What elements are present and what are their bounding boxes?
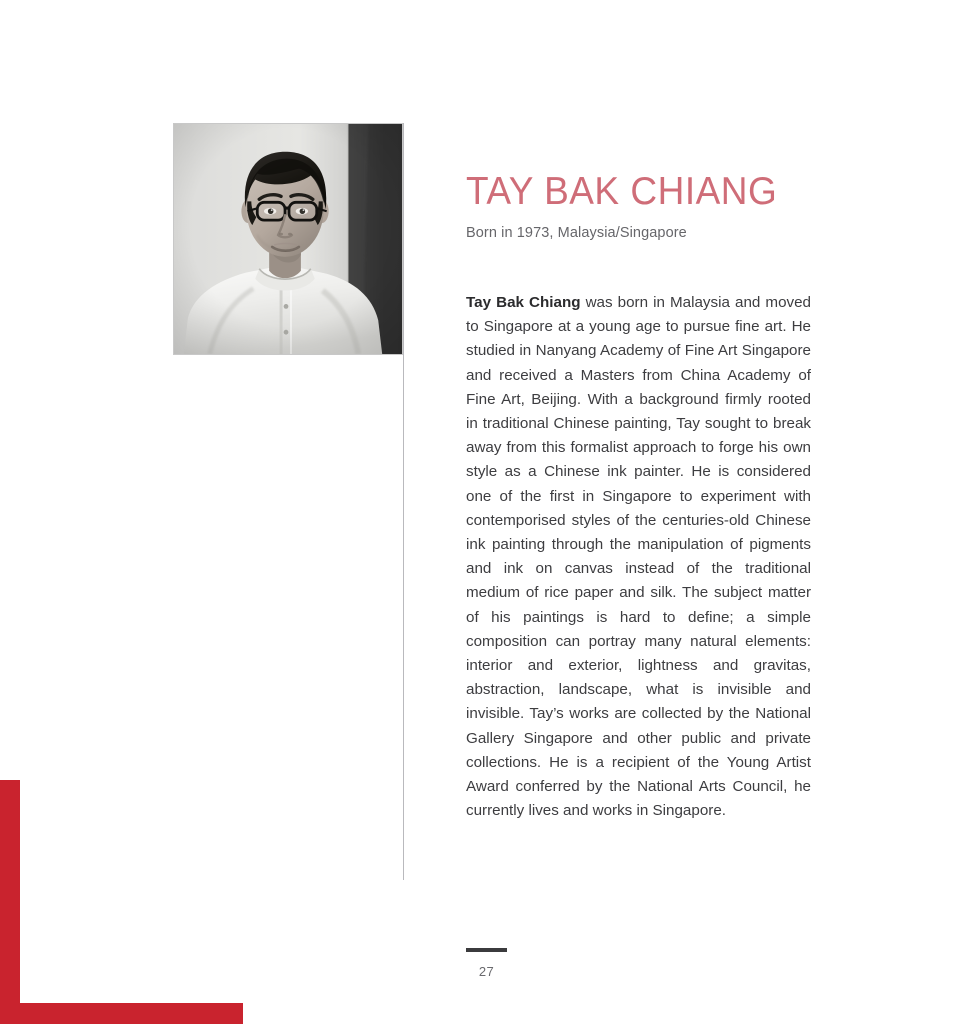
corner-bracket-vertical-bar xyxy=(0,780,20,1024)
column-divider xyxy=(403,123,404,880)
artist-birth-line: Born in 1973, Malaysia/Singapore xyxy=(466,225,687,241)
artist-portrait xyxy=(173,123,403,355)
artist-biography-lead-name: Tay Bak Chiang xyxy=(466,294,581,311)
page-folio xyxy=(466,948,511,979)
artist-name-heading: TAY BAK CHIANG xyxy=(466,168,778,213)
artist-biography-body: was born in Malaysia and moved to Singapore at a young age to pursue fine art. He studied in Nanyang Academy of Fine Art Singapore and received a Masters from China Academy of Fine Art, Beijing. With a background firmly rooted in traditional Chinese painting, Tay sought to break away from this formalist approach to forge his own style as a Chinese ink painter. He is considered one of the first in Singapore to experiment with contemporised styles of the centuries-old Chinese ink painting through the manipulation of pigments and ink on canvas instead of the traditional medium of rice paper and silk. The subject matter of his paintings is hard to define; a simple composition can portray many natural elements: interior and exterior, lightness and gravitas, abstraction, landscape, what is invisible and invisible. Tay’s works are collected by the National Gallery Singapore and other public and private collections. He is a recipient of the Young Artist Award conferred by the National Arts Council, he currently lives and works in Singapore. xyxy=(466,294,811,820)
corner-bracket-horizontal-bar xyxy=(0,1003,243,1024)
page-number: 27 xyxy=(478,964,495,979)
portrait-photo-image xyxy=(174,124,402,354)
red-corner-bracket xyxy=(0,780,243,1024)
artist-biography xyxy=(466,291,811,823)
folio-rule xyxy=(466,948,507,952)
